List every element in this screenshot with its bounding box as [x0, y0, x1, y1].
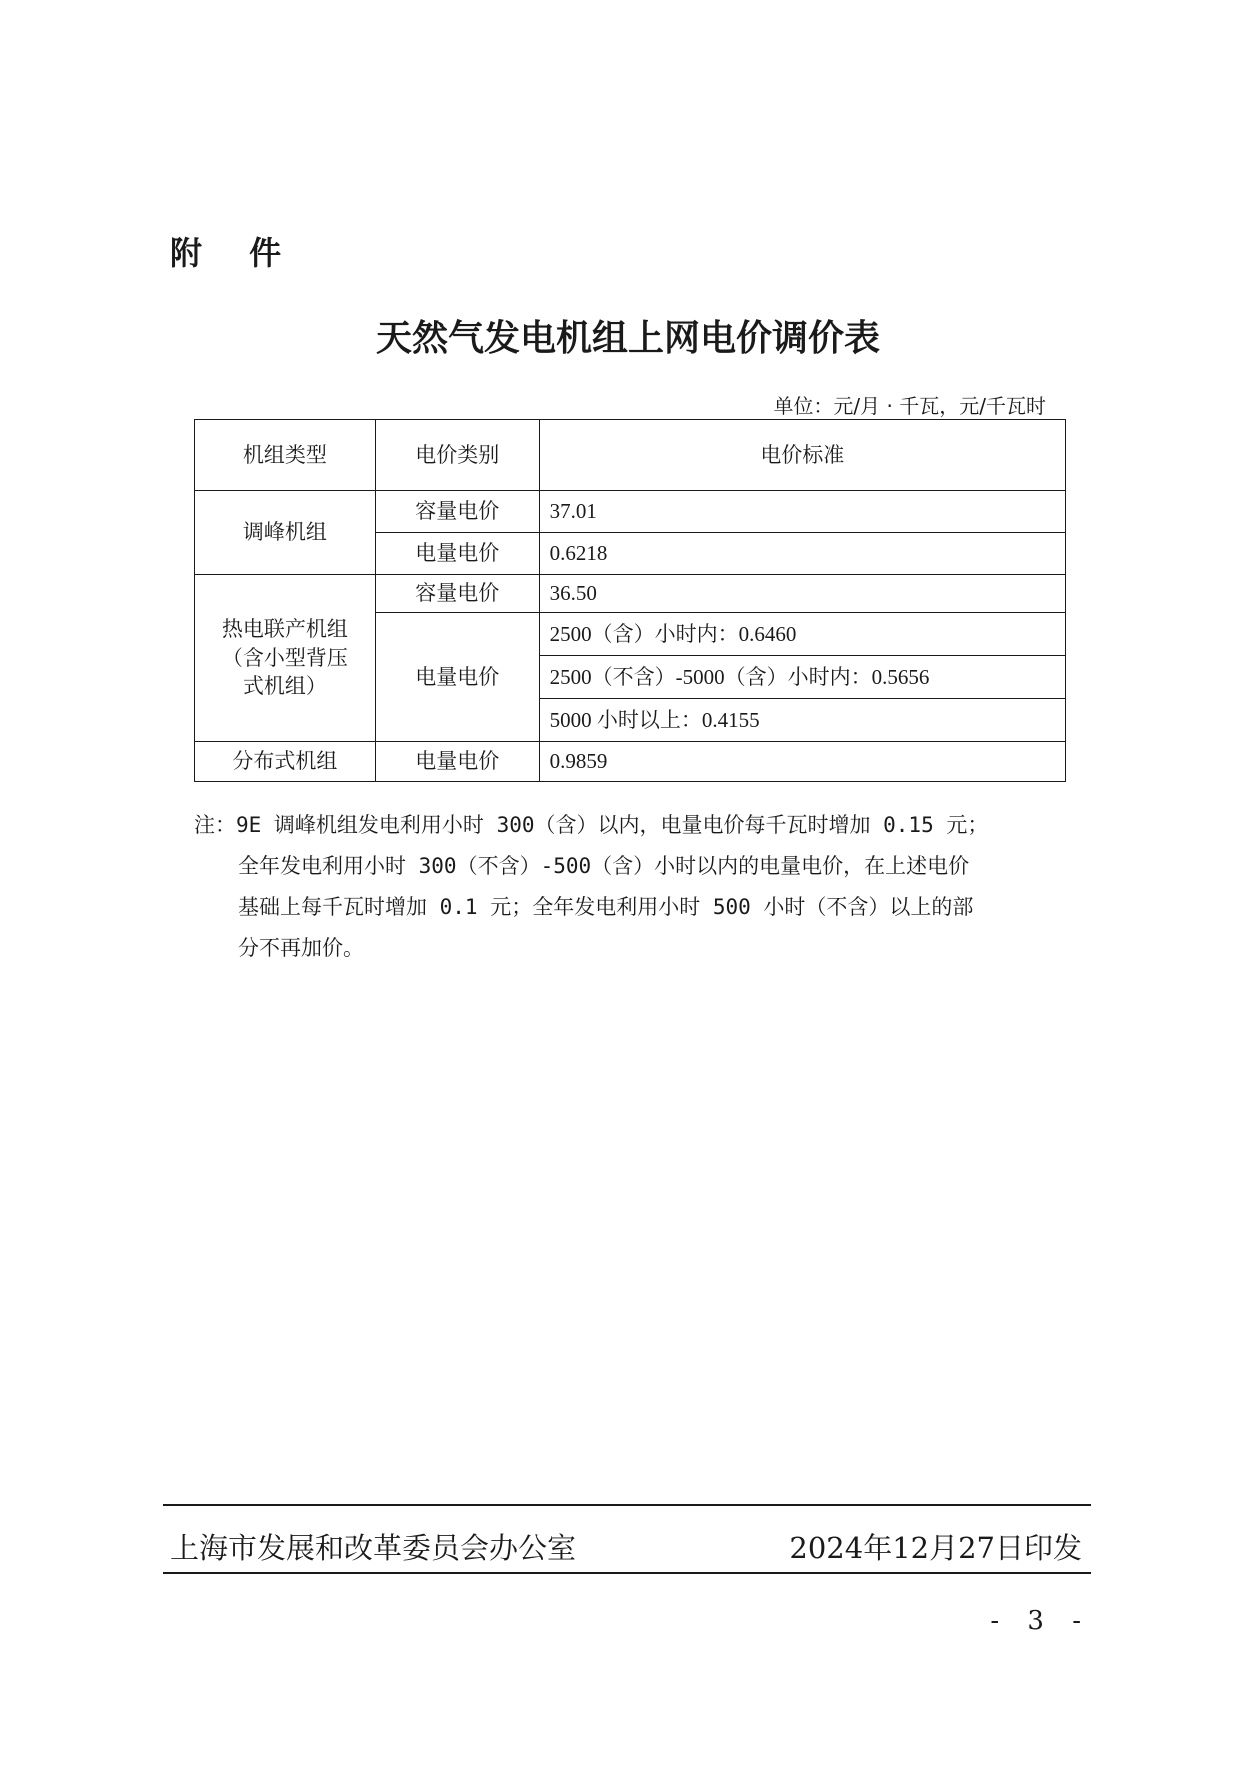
- peak-capacity-label: 容量电价: [375, 491, 539, 533]
- chp-type-line2: （含小型背压: [221, 645, 348, 670]
- peak-capacity-value: 37.01: [539, 491, 1065, 533]
- peak-unit-type: 调峰机组: [195, 491, 376, 575]
- header-price-standard: 电价标准: [539, 420, 1065, 491]
- note-line-3: 基础上每千瓦时增加 0.1 元；全年发电利用小时 500 小时（不含）以上的部: [238, 895, 974, 919]
- chp-capacity-label: 容量电价: [375, 575, 539, 613]
- chp-type-line3: 式机组）: [242, 674, 327, 699]
- note-line-4: 分不再加价。: [238, 936, 364, 960]
- chp-energy-tier-2: 2500（不含）-5000（含）小时内：0.5656: [539, 656, 1065, 699]
- table-row: [195, 742, 1066, 782]
- footer-date: 2024年12月27日印发: [789, 1531, 1082, 1565]
- peak-energy-label: 电量电价: [375, 533, 539, 575]
- price-table: [194, 419, 1066, 782]
- note-line-1: 注：9E 调峰机组发电利用小时 300（含）以内，电量电价每千瓦时增加 0.15 元；: [194, 813, 989, 837]
- unit-note: 单位：元/月 · 千瓦，元/千瓦时: [773, 394, 1046, 418]
- distributed-energy-value: 0.9859: [539, 742, 1065, 782]
- page-number: - 3 -: [990, 1606, 1091, 1636]
- chp-energy-tier-1: 2500（含）小时内：0.6460: [539, 613, 1065, 656]
- header-price-category: 电价类别: [375, 420, 539, 491]
- chp-capacity-value: 36.50: [539, 575, 1065, 613]
- table-row: [195, 491, 1066, 533]
- header-unit-type: 机组类型: [195, 420, 376, 491]
- footer-bottom-rule: [163, 1572, 1091, 1574]
- note-line-2: 全年发电利用小时 300（不含）-500（含）小时以内的电量电价，在上述电价: [238, 854, 970, 878]
- footer-top-rule: [163, 1504, 1091, 1506]
- chp-energy-label: 电量电价: [375, 613, 539, 742]
- distributed-energy-label: 电量电价: [375, 742, 539, 782]
- table-header-row: [195, 420, 1066, 491]
- footer-issuer: 上海市发展和改革委员会办公室: [170, 1531, 577, 1565]
- chp-energy-tier-3: 5000 小时以上：0.4155: [539, 699, 1065, 742]
- attachment-label: 附 件: [170, 234, 300, 272]
- peak-energy-value: 0.6218: [539, 533, 1065, 575]
- chp-type-line1: 热电联产机组: [221, 617, 348, 642]
- table-notes: [194, 805, 1074, 969]
- page-title: 天然气发电机组上网电价调价表: [375, 318, 880, 359]
- table-row: [195, 575, 1066, 613]
- distributed-unit-type: 分布式机组: [195, 742, 376, 782]
- chp-unit-type: [195, 575, 376, 742]
